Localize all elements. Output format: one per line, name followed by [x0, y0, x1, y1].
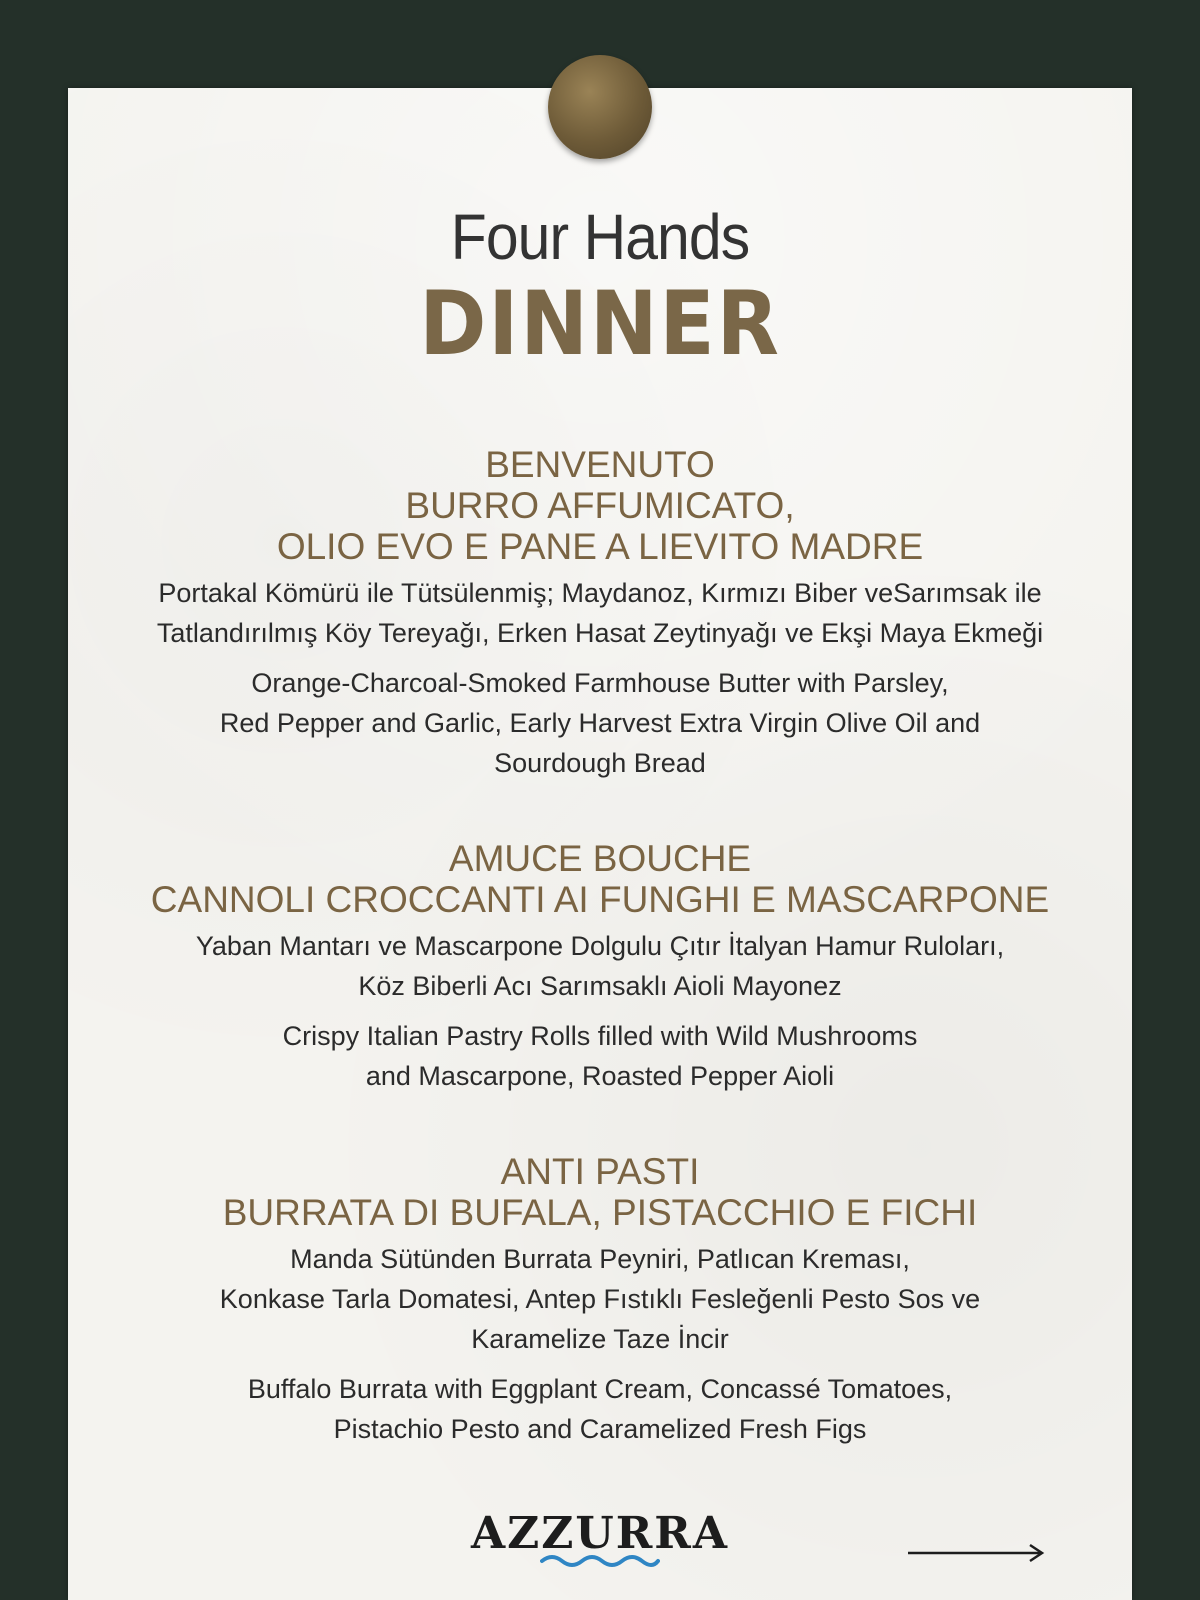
desc-line: Crispy Italian Pastry Rolls filled with Wild Mushrooms: [282, 1021, 918, 1051]
description-english: [68, 663, 1132, 783]
desc-line: Orange-Charcoal-Smoked Farmhouse Butter with Parsley,: [251, 668, 949, 698]
heading-line: ANTI PASTI: [500, 1151, 700, 1192]
heading-line: OLIO EVO E PANE A LIEVITO MADRE: [276, 526, 924, 567]
title-line-2: DINNER: [419, 272, 781, 375]
description-turkish: [68, 573, 1132, 653]
menu-title: [0, 198, 1200, 375]
heading-line: BURRATA DI BUFALA, PISTACCHIO E FICHI: [222, 1192, 978, 1233]
section-heading: [68, 838, 1132, 920]
section-heading: [68, 444, 1132, 567]
section-heading: [68, 1151, 1132, 1233]
description-english: [68, 1016, 1132, 1096]
desc-line: Sourdough Bread: [494, 748, 706, 778]
desc-line: Red Pepper and Garlic, Early Harvest Extra Virgin Olive Oil and: [219, 708, 981, 738]
desc-line: Portakal Kömürü ile Tütsülenmiş; Maydanoz, Kırmızı Biber veSarımsak ile: [158, 578, 1042, 608]
heading-line: CANNOLI CROCCANTI AI FUNGHI E MASCARPONE: [150, 879, 1050, 920]
menu-section-anti-pasti: [68, 1151, 1132, 1449]
logo-text: AZZURRA: [470, 1508, 730, 1559]
heading-line: BURRO AFFUMICATO,: [405, 485, 795, 526]
desc-line: Karamelize Taze İncir: [471, 1324, 729, 1354]
desc-line: Buffalo Burrata with Eggplant Cream, Concassé Tomatoes,: [247, 1374, 953, 1404]
desc-line: Manda Sütünden Burrata Peyniri, Patlıcan Kreması,: [290, 1244, 910, 1274]
description-turkish: [68, 1239, 1132, 1359]
desc-line: Pistachio Pesto and Caramelized Fresh Figs: [333, 1414, 867, 1444]
desc-line: Tatlandırılmış Köy Tereyağı, Erken Hasat Zeytinyağı ve Ekşi Maya Ekmeği: [156, 618, 1044, 648]
desc-line: and Mascarpone, Roasted Pepper Aioli: [365, 1061, 835, 1091]
description-english: [68, 1369, 1132, 1449]
menu-section-amuse-bouche: [68, 838, 1132, 1096]
gold-pin: [548, 55, 652, 159]
desc-line: Yaban Mantarı ve Mascarpone Dolgulu Çıtır İtalyan Hamur Ruloları,: [195, 931, 1005, 961]
heading-line: BENVENUTO: [485, 444, 715, 485]
description-turkish: [68, 926, 1132, 1006]
heading-line: AMUCE BOUCHE: [448, 838, 752, 879]
arrow-right-icon[interactable]: [906, 1543, 1046, 1563]
desc-line: Köz Biberli Acı Sarımsaklı Aioli Mayonez: [358, 971, 842, 1001]
desc-line: Konkase Tarla Domatesi, Antep Fıstıklı Fesleğenli Pesto Sos ve: [219, 1284, 981, 1314]
menu-section-benvenuto: [68, 444, 1132, 783]
title-line-1: Four Hands: [450, 201, 750, 273]
